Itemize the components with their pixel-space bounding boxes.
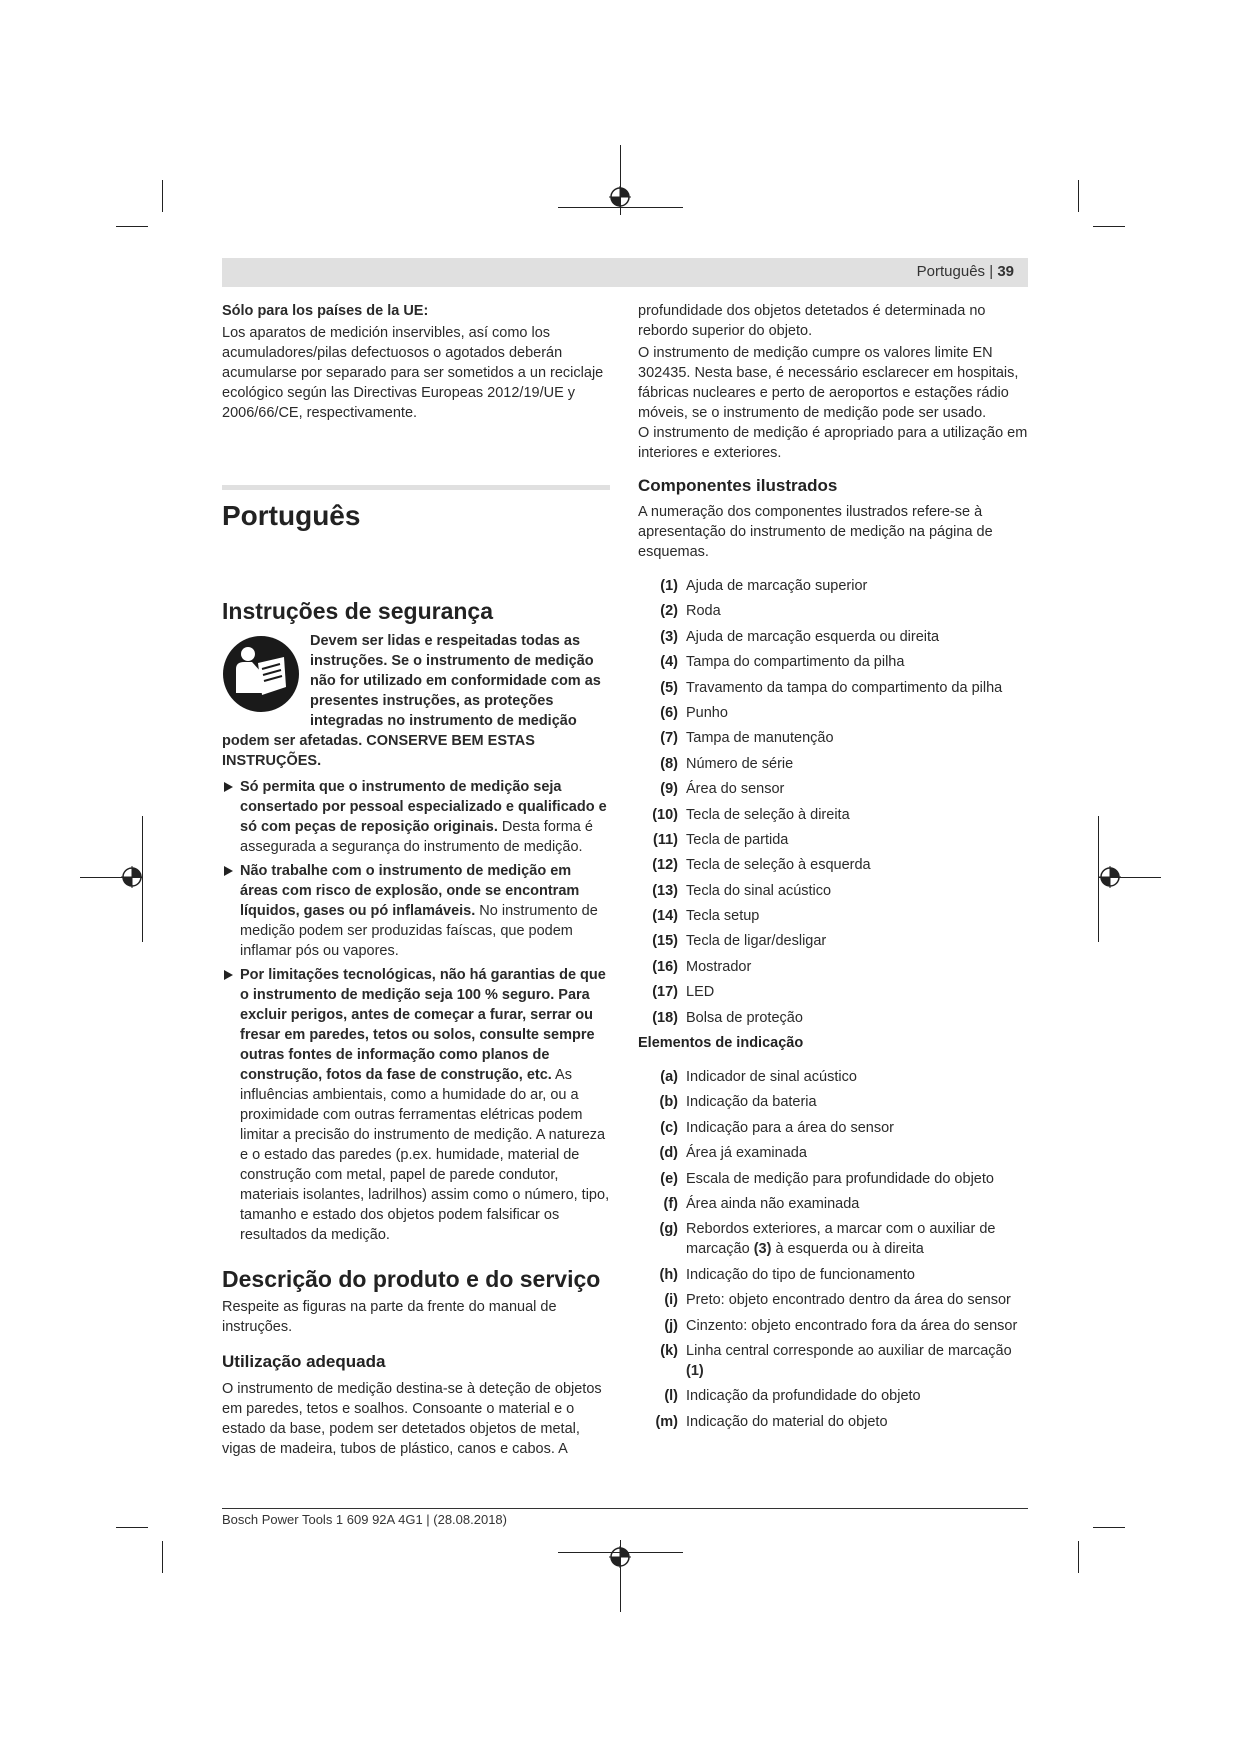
item-letter: (f) bbox=[663, 1195, 678, 1212]
safety-warning bbox=[222, 631, 610, 771]
list-item bbox=[638, 805, 1028, 825]
item-letter: (e) bbox=[660, 1170, 678, 1187]
item-label: Preto: objeto encontrado dentro da área do sensor bbox=[686, 1292, 1011, 1309]
item-label: Escala de medição para profundidade do objeto bbox=[686, 1170, 994, 1187]
page-header bbox=[222, 258, 1028, 287]
list-item bbox=[638, 1290, 1028, 1310]
list-item bbox=[638, 1316, 1028, 1336]
item-number: (14) bbox=[652, 908, 678, 925]
list-item bbox=[638, 855, 1028, 875]
item-label: Bolsa de proteção bbox=[686, 1009, 803, 1026]
item-letter: (l) bbox=[664, 1388, 678, 1405]
crop-mark bbox=[1078, 180, 1079, 212]
item-label: Linha central corresponde ao auxiliar de marcação bbox=[686, 1342, 1012, 1359]
header-language: Português bbox=[916, 263, 986, 280]
item-label: LED bbox=[686, 984, 715, 1001]
item-label: Tecla setup bbox=[686, 908, 760, 925]
read-manual-icon bbox=[222, 635, 300, 713]
item-label: Tecla de ligar/desligar bbox=[686, 933, 827, 950]
item-number: (2) bbox=[660, 603, 678, 620]
item-number: (3) bbox=[660, 628, 678, 645]
list-item bbox=[638, 1341, 1028, 1381]
item-letter: (c) bbox=[660, 1119, 678, 1136]
item-label: Tampa de manutenção bbox=[686, 730, 834, 747]
list-item bbox=[638, 703, 1028, 723]
list-item bbox=[638, 601, 1028, 621]
item-label: Área ainda não examinada bbox=[686, 1195, 860, 1212]
list-item bbox=[638, 1265, 1028, 1285]
item-letter: (b) bbox=[659, 1094, 678, 1111]
item-label: Punho bbox=[686, 704, 728, 721]
item-label: Travamento da tampa do compartimento da pilha bbox=[686, 679, 1003, 696]
item-number: (13) bbox=[652, 882, 678, 899]
list-item bbox=[638, 779, 1028, 799]
item-reference: (1) bbox=[686, 1362, 704, 1379]
crop-mark bbox=[116, 1527, 148, 1528]
safety-bullet bbox=[222, 777, 610, 857]
item-number: (4) bbox=[660, 654, 678, 671]
item-label: Ajuda de marcação esquerda ou direita bbox=[686, 628, 940, 645]
item-letter: (d) bbox=[659, 1145, 678, 1162]
safety-bullet bbox=[222, 861, 610, 961]
product-title: Descrição do produto e do serviço bbox=[222, 1266, 601, 1292]
list-item bbox=[638, 754, 1028, 774]
item-reference: (3) bbox=[753, 1241, 772, 1258]
item-label: Indicação da profundidade do objeto bbox=[686, 1388, 921, 1405]
bullet-text: Desta forma é assegurada a segurança do instrumento de medição. bbox=[240, 819, 593, 855]
list-item bbox=[638, 1067, 1028, 1087]
list-item bbox=[638, 957, 1028, 977]
item-label: Tecla do sinal acústico bbox=[686, 882, 832, 899]
registration-target-icon bbox=[121, 866, 143, 888]
item-number: (16) bbox=[652, 958, 678, 975]
usage-continued: profundidade dos objetos detetados é determinada no rebordo superior do objeto. bbox=[638, 303, 986, 339]
list-item bbox=[638, 982, 1028, 1002]
list-item bbox=[638, 576, 1028, 596]
item-number: (7) bbox=[660, 730, 678, 747]
item-label: Ajuda de marcação superior bbox=[686, 578, 868, 594]
list-item bbox=[638, 830, 1028, 850]
bullet-text: As influências ambientais, como a humidade do ar, ou a proximidade com outras ferramentas elétricas podem limitar a precisão do instrumento de medição. A natureza e o estado das paredes (p.ex. humidade, material de construção com metal, papel de parede condutor, materiais isolantes, ladrilhos) assim como o número, tipo, tamanho e estado dos objetos podem falsificar os resultados da medição. bbox=[240, 1067, 610, 1243]
list-item bbox=[638, 627, 1028, 647]
crop-mark bbox=[162, 180, 163, 212]
eu-title: Sólo para los países de la UE: bbox=[222, 303, 429, 319]
indoor-text: O instrumento de medição é apropriado para a utilização em interiores e exteriores. bbox=[638, 425, 1028, 461]
list-item bbox=[638, 1092, 1028, 1112]
list-item bbox=[638, 906, 1028, 926]
item-letter: (m) bbox=[655, 1413, 678, 1430]
list-item bbox=[638, 1219, 1028, 1259]
list-item bbox=[638, 1412, 1028, 1432]
item-label: Mostrador bbox=[686, 958, 752, 975]
item-label: Indicação do tipo de funcionamento bbox=[686, 1266, 915, 1283]
item-number: (17) bbox=[652, 984, 678, 1001]
crop-mark bbox=[162, 1541, 163, 1573]
bullet-bold: Só permita que o instrumento de medição seja consertado por pessoal especializado e qualificado e só com peças de reposição originais. bbox=[240, 779, 607, 835]
registration-target-icon bbox=[1099, 866, 1121, 888]
page-number: 39 bbox=[997, 263, 1014, 280]
item-number: (8) bbox=[660, 755, 678, 772]
item-label: Tecla de seleção à direita bbox=[686, 806, 850, 823]
item-label: Indicador de sinal acústico bbox=[686, 1069, 857, 1086]
item-label: Número de série bbox=[686, 755, 794, 772]
item-number: (12) bbox=[652, 857, 678, 874]
item-number: (10) bbox=[652, 806, 678, 823]
right-column bbox=[638, 301, 1028, 1437]
item-letter: (h) bbox=[659, 1266, 678, 1283]
item-letter: (j) bbox=[664, 1317, 678, 1334]
crop-mark bbox=[1078, 1541, 1079, 1573]
left-column bbox=[222, 301, 610, 1459]
item-number: (6) bbox=[660, 704, 678, 721]
crop-mark bbox=[116, 226, 148, 227]
components-title: Componentes ilustrados bbox=[638, 476, 838, 495]
item-letter: (i) bbox=[664, 1292, 678, 1309]
indicators-list bbox=[638, 1067, 1028, 1432]
safety-title: Instruções de segurança bbox=[222, 598, 493, 624]
item-number: (11) bbox=[653, 831, 678, 848]
list-item bbox=[638, 1143, 1028, 1163]
safety-warning-text: Devem ser lidas e respeitadas todas as instruções. Se o instrumento de medição não for utilizado em conformidade com as presentes instruções, as proteções integradas no instrumento de medição podem ser afetadas. CONSERVE BEM ESTAS INSTRUÇÕES. bbox=[222, 633, 601, 769]
list-item bbox=[638, 1194, 1028, 1214]
item-letter: (g) bbox=[659, 1221, 678, 1238]
crop-mark bbox=[1093, 226, 1125, 227]
list-item bbox=[638, 1118, 1028, 1138]
list-item bbox=[638, 931, 1028, 951]
usage-title: Utilização adequada bbox=[222, 1352, 386, 1371]
header-text bbox=[917, 263, 1014, 280]
item-letter: (a) bbox=[660, 1069, 678, 1086]
item-label: Cinzento: objeto encontrado fora da área do sensor bbox=[686, 1317, 1018, 1334]
registration-target-icon bbox=[609, 1546, 631, 1568]
safety-bullet bbox=[222, 965, 610, 1245]
product-text: Respeite as figuras na parte da frente do manual de instruções. bbox=[222, 1299, 557, 1335]
crop-mark bbox=[1093, 1527, 1125, 1528]
item-number: (15) bbox=[652, 933, 678, 950]
item-label: Indicação da bateria bbox=[686, 1094, 817, 1111]
item-letter: (k) bbox=[660, 1342, 678, 1359]
bullet-triangle-icon bbox=[224, 866, 233, 876]
footer-rule bbox=[222, 1508, 1028, 1509]
bullet-triangle-icon bbox=[224, 782, 233, 792]
item-number: (1) bbox=[660, 578, 678, 594]
list-item bbox=[638, 1386, 1028, 1406]
list-item bbox=[638, 728, 1028, 748]
limits-text: O instrumento de medição cumpre os valores limite EN 302435. Nesta base, é necessário esclarecer em hospitais, fábricas nucleares e perto de aeroportos e estações rádio móveis, se o instrumento de medição pode ser usado. bbox=[638, 345, 1019, 421]
registration-target-icon bbox=[609, 186, 631, 208]
list-item bbox=[638, 1008, 1028, 1028]
item-label: Rebordos exteriores, a marcar com o auxiliar de marcação bbox=[686, 1221, 996, 1258]
bullet-bold: Por limitações tecnológicas, não há garantias de que o instrumento de medição seja 100 % seguro. Para excluir perigos, antes de começar a furar, serrar ou fresar em paredes, tetos ou solos, consulte sempre outras fontes de informação como planos de construção, fotos da fase de construção, etc. bbox=[240, 967, 606, 1083]
list-item bbox=[638, 1169, 1028, 1189]
item-label: Área do sensor bbox=[686, 781, 785, 798]
footer-text: Bosch Power Tools 1 609 92A 4G1 | (28.08.2018) bbox=[222, 1512, 507, 1527]
item-label: Indicação para a área do sensor bbox=[686, 1119, 894, 1136]
components-list bbox=[638, 576, 1028, 1028]
item-number: (5) bbox=[660, 679, 678, 696]
bullet-text: No instrumento de medição podem ser produzidas faíscas, que podem inflamar pós ou vapores. bbox=[240, 903, 598, 959]
item-number: (18) bbox=[652, 1009, 678, 1026]
eu-text: Los aparatos de medición inservibles, así como los acumuladores/pilas defectuosos o agotados deberán acumularse por separado para ser sometidos a un reciclaje ecológico según las Directivas Europeas 2012/19/UE y 2006/66/CE, respectivamente. bbox=[222, 325, 604, 421]
item-label: Área já examinada bbox=[686, 1145, 807, 1162]
components-intro: A numeração dos componentes ilustrados refere-se à apresentação do instrumento de medição na página de esquemas. bbox=[638, 504, 993, 560]
item-label: Roda bbox=[686, 603, 721, 620]
list-item bbox=[638, 652, 1028, 672]
item-label: Tecla de seleção à esquerda bbox=[686, 857, 871, 874]
indicators-title: Elementos de indicação bbox=[638, 1035, 804, 1052]
bullet-bold: Não trabalhe com o instrumento de medição em áreas com risco de explosão, onde se encontram líquidos, gases ou pó inflamáveis. bbox=[240, 863, 580, 919]
item-label: Tecla de partida bbox=[686, 831, 789, 848]
item-label: Tampa do compartimento da pilha bbox=[686, 654, 905, 671]
item-label: Indicação do material do objeto bbox=[686, 1413, 888, 1430]
item-number: (9) bbox=[660, 781, 678, 798]
language-title: Português bbox=[222, 500, 361, 531]
list-item bbox=[638, 881, 1028, 901]
header-separator: | bbox=[989, 263, 994, 280]
bullet-triangle-icon bbox=[224, 970, 233, 980]
list-item bbox=[638, 678, 1028, 698]
item-label-after: à esquerda ou à direita bbox=[771, 1241, 924, 1258]
usage-text: O instrumento de medição destina-se à deteção de objetos em paredes, tetos e soalhos. Consoante o material e o estado da base, podem ser detetados objetos de metal, vigas de madeira, tubos de plástico, canos e cabos. A bbox=[222, 1381, 602, 1457]
